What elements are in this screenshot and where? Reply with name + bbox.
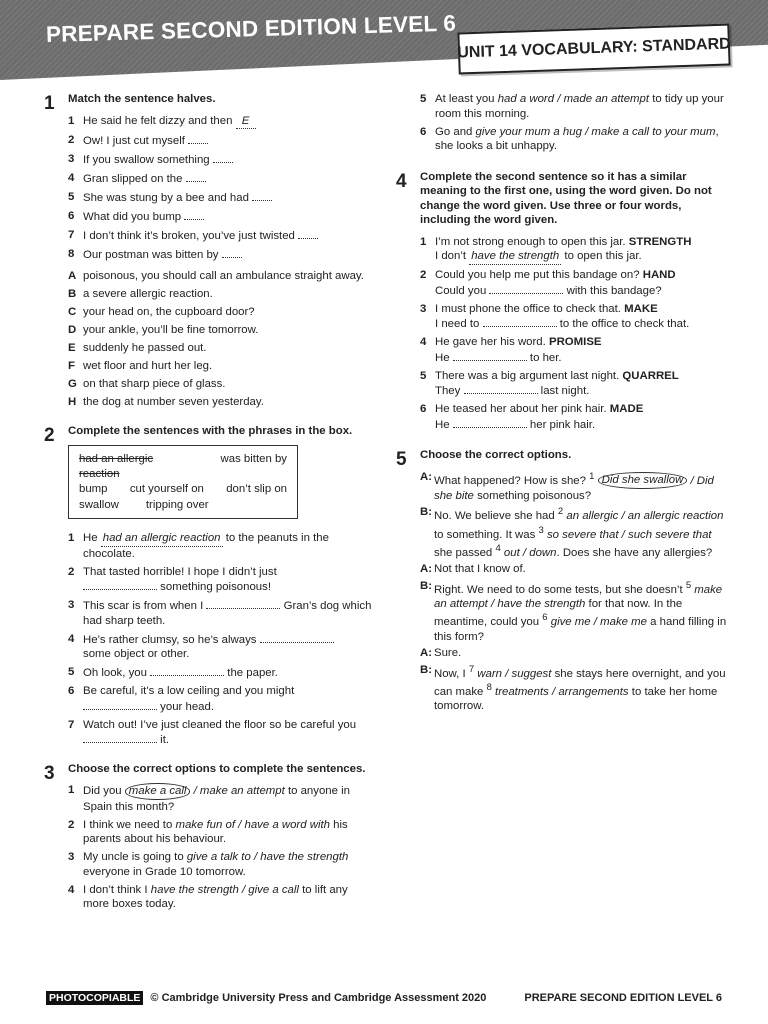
- answer-blank[interactable]: have the strength: [469, 249, 561, 265]
- phrase-row: [79, 482, 287, 497]
- list-item: 4 He’s rather clumsy, so he’s always some object or other.: [68, 632, 374, 662]
- photocopiable-badge: PHOTOCOPIABLE: [46, 991, 143, 1006]
- list-item: 1 I’m not strong enough to open this jar. STRENGTH I don’t have the strength to open this jar.: [420, 235, 730, 265]
- footer: [46, 991, 722, 1005]
- list-item: 2 Could you help me put this bandage on? HAND Could you with this bandage?: [420, 269, 676, 297]
- speaker: A:: [420, 647, 433, 660]
- phrase-box: [68, 445, 298, 519]
- option[interactable]: have the strength: [260, 851, 349, 863]
- footer-title: PREPARE SECOND EDITION LEVEL 6: [524, 991, 722, 1004]
- copyright-text: © Cambridge University Press and Cambridge Assessment 2020: [150, 991, 487, 1004]
- right-column: [396, 92, 730, 724]
- unit-label-box: [457, 24, 730, 75]
- exercise-2: [44, 424, 374, 748]
- phrase: don’t slip on: [226, 483, 287, 495]
- answer-blank[interactable]: [83, 732, 157, 743]
- exercise-instruction: Complete the sentences with the phrases in the box.: [68, 424, 353, 437]
- phrase-row: [79, 498, 287, 513]
- answer-blank[interactable]: [83, 579, 157, 590]
- dialogue-line: A: Sure.: [420, 647, 462, 660]
- option[interactable]: make a call to your mum: [591, 125, 716, 138]
- list-item: 2 I think we need to make fun of / have a word with his parents about his behaviour.: [68, 818, 348, 845]
- keyword: STRENGTH: [628, 235, 692, 248]
- option[interactable]: Did she bite: [434, 474, 714, 502]
- option[interactable]: have the strength: [150, 883, 239, 896]
- answer-blank[interactable]: [222, 247, 242, 258]
- keyword: HAND: [642, 269, 676, 281]
- option[interactable]: down: [529, 546, 557, 559]
- option[interactable]: give a call: [248, 883, 299, 896]
- list-item: 4 I don’t think I have the strength / give a call to lift any more boxes today.: [68, 883, 348, 910]
- exercise-4: [396, 170, 730, 433]
- exercise-number: 5: [396, 449, 407, 470]
- phrase: was bitten by: [220, 453, 287, 465]
- answer-blank[interactable]: [206, 598, 280, 609]
- list-item: 3 If you swallow something: [68, 152, 374, 168]
- option[interactable]: give me: [550, 616, 591, 629]
- list-item: F wet floor and hurt her leg.: [68, 360, 213, 372]
- list-item: 6 He teased her about her pink hair. MADE He her pink hair.: [420, 403, 644, 431]
- list-item: 5 Oh look, you the paper.: [68, 666, 278, 679]
- list-item: 2 That tasted horrible! I hope I didn’t just something poisonous!: [68, 565, 277, 593]
- speaker: B:: [420, 579, 433, 592]
- list-item: 1 He had an allergic reaction to the peanuts in the chocolate.: [68, 532, 329, 560]
- option[interactable]: an allergic reaction: [627, 510, 724, 523]
- option[interactable]: arrangements: [558, 685, 629, 698]
- option[interactable]: out: [503, 546, 520, 559]
- list-item: 4 He gave her his word. PROMISE He to her.: [420, 336, 602, 364]
- dialogue-line: B: Right. We need to do some tests, but she doesn’t $^5$ make an attempt / have the strength for that now. In the meantime, could you $^6$ give me / make me a hand filling in this form?: [420, 579, 727, 643]
- exercise-number: 1: [44, 93, 55, 114]
- exercise-instruction: Choose the correct options to complete the sentences.: [68, 762, 366, 775]
- keyword: MADE: [609, 403, 644, 415]
- page-title: PREPARE SECOND EDITION LEVEL 6: [45, 10, 457, 47]
- keyword: MAKE: [624, 302, 658, 315]
- exercise-1: [44, 92, 374, 410]
- option[interactable]: make me: [600, 616, 647, 629]
- speaker: A:: [420, 470, 433, 483]
- option[interactable]: an allergic: [566, 510, 619, 523]
- keyword: QUARREL: [622, 369, 679, 382]
- option[interactable]: make fun of: [175, 818, 235, 831]
- phrase: bump: [79, 483, 108, 495]
- list-item: 5 She was stung by a bee and had: [68, 190, 374, 206]
- speaker: B:: [420, 663, 433, 676]
- option[interactable]: suggest: [511, 667, 552, 680]
- list-item: G on that sharp piece of glass.: [68, 378, 226, 390]
- phrase: swallow: [79, 498, 119, 511]
- list-item: 5 There was a big argument last night. QUARREL They last night.: [420, 369, 679, 397]
- left-column: [44, 92, 374, 922]
- list-item: E suddenly he passed out.: [68, 342, 207, 354]
- dialogue-line: A: What happened? How is she? $^1$ Did she swallow / Did she bite something poisonous?: [420, 470, 714, 502]
- option[interactable]: make an attempt: [434, 583, 723, 610]
- list-item: H the dog at number seven yesterday.: [68, 396, 264, 408]
- list-item: 3 I must phone the office to check that. MAKE I need to to the office to check that.: [420, 302, 690, 330]
- phrase: tripping over: [145, 498, 209, 511]
- list-item: 1 Did you make a call / make an attempt to anyone in Spain this month?: [68, 784, 351, 813]
- exercise-number: 3: [44, 762, 55, 784]
- answer-blank[interactable]: [184, 209, 204, 220]
- answer-blank[interactable]: [298, 228, 318, 239]
- answer-blank[interactable]: [186, 171, 206, 182]
- exercise-3: [44, 762, 374, 912]
- list-item: 2 Ow! I just cut myself: [68, 133, 374, 149]
- phrase: cut yourself on: [129, 483, 204, 495]
- dialogue-line: B: No. We believe she had $^2$ an allergic / an allergic reaction to something. It was $^3$ so severe that / such severe that she passed $^4$ out / down. Does she have any allergies?: [420, 506, 724, 559]
- exercise-3-continued: [396, 92, 730, 154]
- list-item: 3 This scar is from when I Gran’s dog which had sharp teeth.: [68, 599, 372, 627]
- exercise-instruction: Choose the correct options.: [420, 449, 572, 461]
- list-item: 8 Our postman was bitten by: [68, 247, 374, 263]
- list-item: A poisonous, you should call an ambulance straight away.: [68, 270, 364, 282]
- option[interactable]: such severe that: [628, 528, 712, 541]
- option[interactable]: make an attempt: [199, 785, 285, 797]
- answer-blank[interactable]: [252, 190, 272, 201]
- option[interactable]: have a word with: [244, 818, 330, 831]
- list-item: D your ankle, you’ll be fine tomorrow.: [68, 324, 259, 336]
- option[interactable]: treatments: [495, 685, 549, 698]
- list-item: 7 I don’t think it’s broken, you’ve just twisted: [68, 228, 374, 244]
- speaker: A:: [420, 563, 433, 576]
- answer-blank[interactable]: [483, 316, 557, 327]
- options-list: [68, 269, 374, 410]
- answer-blank[interactable]: [188, 133, 208, 144]
- list-item: 4 Gran slipped on the: [68, 171, 374, 187]
- list-item: 3 My uncle is going to give a talk to / have the strength everyone in Grade 10 tomorrow.: [68, 851, 349, 878]
- list-item: C your head on, the cupboard door?: [68, 306, 255, 318]
- footer-left: [46, 991, 486, 1006]
- option[interactable]: give your mum a hug: [475, 125, 582, 138]
- option-selected[interactable]: Did she swallow: [598, 472, 688, 489]
- answer-blank[interactable]: [453, 350, 527, 361]
- exercise-instruction: Complete the second sentence so it has a similar meaning to the first one, using the word given. Do not change the word given. Use three or four words, including the word given.: [420, 170, 712, 226]
- list-item: 6 Be careful, it’s a low ceiling and you might your head.: [68, 685, 295, 713]
- exercise-instruction: Match the sentence halves.: [68, 93, 216, 105]
- dialogue-line: A: Not that I know of.: [420, 563, 526, 576]
- exercise-number: 2: [44, 424, 55, 446]
- answer-blank[interactable]: [453, 417, 527, 428]
- list-item: 1 He said he felt dizzy and then E: [68, 114, 374, 130]
- answer-blank[interactable]: [489, 283, 563, 294]
- phrase: had an allergic reaction: [79, 453, 154, 480]
- list-item: B a severe allergic reaction.: [68, 288, 213, 300]
- exercise-number: 4: [396, 170, 407, 192]
- answer-blank[interactable]: E: [236, 114, 256, 130]
- option[interactable]: warn: [477, 667, 502, 680]
- dialogue-line: B: Now, I $^7$ warn / suggest she stays here overnight, and you can make $^8$ treatments / arrangements to take her home tomorrow.: [420, 663, 726, 713]
- unit-label: UNIT 14 VOCABULARY: STANDARD: [457, 35, 731, 62]
- option[interactable]: so severe that: [546, 528, 619, 541]
- answer-blank[interactable]: [260, 632, 334, 643]
- keyword: PROMISE: [548, 336, 602, 348]
- answer-blank[interactable]: [213, 152, 233, 163]
- list-item: 5 At least you had a word / made an attempt to tidy up your room this morning.: [420, 93, 724, 120]
- speaker: B:: [420, 506, 433, 519]
- option[interactable]: have the strength: [497, 597, 586, 610]
- answer-blank[interactable]: [83, 699, 157, 710]
- option[interactable]: made an attempt: [563, 93, 650, 105]
- list-item: 7 Watch out! I’ve just cleaned the floor so be careful you it.: [68, 718, 357, 746]
- option[interactable]: give a talk to: [186, 851, 251, 863]
- list-item: 6 Go and give your mum a hug / make a call to your mum, she looks a bit unhappy.: [420, 125, 719, 152]
- answer-blank[interactable]: [464, 383, 538, 394]
- answer-blank[interactable]: [150, 665, 224, 676]
- option-selected[interactable]: make a call: [125, 783, 191, 800]
- list-item: 6 What did you bump: [68, 209, 374, 225]
- option[interactable]: had a word: [497, 93, 555, 105]
- answer-blank[interactable]: had an allergic reaction: [101, 531, 223, 547]
- exercise-5: [396, 448, 730, 714]
